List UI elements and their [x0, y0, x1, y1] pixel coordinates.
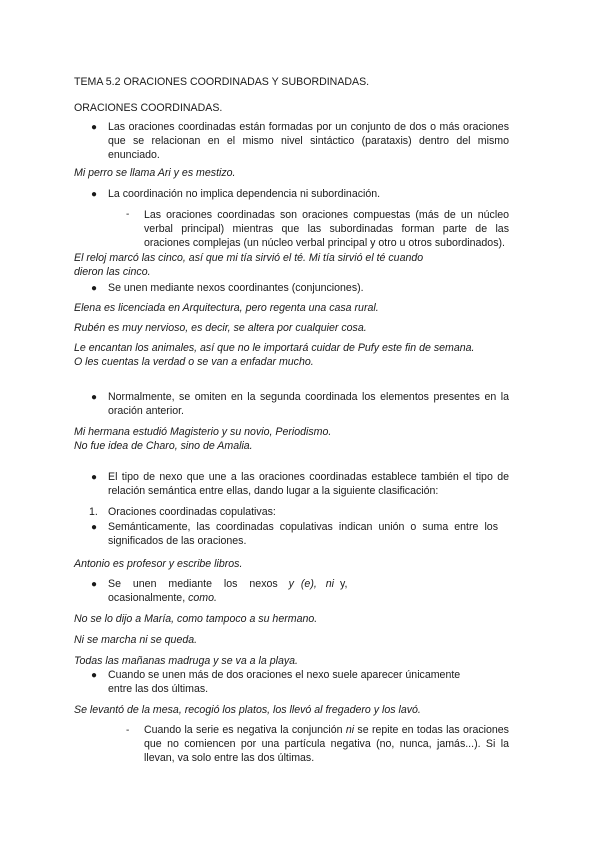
numbered-marker: 1.: [89, 506, 98, 518]
numbered-item-text: Oraciones coordinadas copulativas:: [108, 506, 276, 518]
bullet-icon: ●: [91, 472, 98, 483]
nexo: ni: [345, 724, 355, 736]
section-heading: ORACIONES COORDINADAS.: [74, 102, 223, 114]
example-sentence: Elena es licenciada en Arquitectura, pero regenta una casa rural.: [74, 302, 379, 314]
example-sentence: Ni se marcha ni se queda.: [74, 634, 198, 646]
bullet-icon: ●: [91, 392, 98, 403]
dash-paragraph: [144, 723, 509, 766]
bullet-icon: ●: [91, 122, 98, 133]
document-title: TEMA 5.2 ORACIONES COORDINADAS Y SUBORDINADAS.: [74, 76, 370, 88]
nexo: como.: [188, 592, 217, 604]
bullet-paragraph: Las oraciones coordinadas están formadas por un conjunto de dos o más oraciones que se relacionan en el mismo nivel sintáctico (parataxis) dentro del mismo enunciado.: [108, 121, 509, 162]
bullet-paragraph-line: Cuando se unen más de dos oraciones el nexo suele aparecer únicamente: [108, 669, 461, 681]
bullet-icon: ●: [91, 189, 98, 200]
example-sentence: Se levantó de la mesa, recogió los platos, los llevó al fregadero y los lavó.: [74, 704, 421, 716]
bullet-paragraph-line: entre las dos últimas.: [108, 683, 209, 695]
bullet-paragraph: Se unen mediante nexos coordinantes (conjunciones).: [108, 282, 364, 294]
example-sentence: Le encantan los animales, así que no le importará cuidar de Pufy este fin de semana.: [74, 342, 475, 354]
example-sentence: Rubén es muy nervioso, es decir, se altera por cualquier cosa.: [74, 322, 367, 334]
bullet-icon: ●: [91, 283, 98, 294]
bullet-text: ocasionalmente,: [108, 592, 186, 604]
bullet-icon: ●: [91, 670, 98, 681]
bullet-paragraph: Semánticamente, las coordinadas copulativas indican unión o suma entre los significados de las oraciones.: [108, 521, 498, 548]
example-sentence: dieron las cinco.: [74, 266, 151, 278]
dash-text: se repite en todas las oraciones que no comiencen por una partícula negativa (no, nunca, jamás...). Si la llevan, va solo entre las dos últimas.: [144, 724, 509, 765]
example-sentence: O les cuentas la verdad o se van a enfadar mucho.: [74, 356, 314, 368]
dash-marker: -: [126, 725, 130, 736]
example-sentence: Antonio es profesor y escribe libros.: [74, 558, 243, 570]
nexo: y (e),: [288, 578, 317, 590]
bullet-icon: ●: [91, 522, 98, 533]
bullet-paragraph: El tipo de nexo que une a las oraciones coordinadas establece también el tipo de relación semántica entre ellas, dando lugar a la siguiente clasificación:: [108, 471, 509, 498]
dash-paragraph: Las oraciones coordinadas son oraciones compuestas (más de un núcleo verbal principal) mientras que las subordinadas forman parte de las oraciones complejas (un núcleo verbal principal y otro u otros subordinados).: [144, 209, 509, 250]
example-sentence: Mi perro se llama Ari y es mestizo.: [74, 167, 236, 179]
example-sentence: Mi hermana estudió Magisterio y su novio, Periodismo.: [74, 426, 332, 438]
nexo: ni: [325, 578, 334, 590]
bullet-text: Se unen mediante los nexos: [108, 578, 278, 590]
bullet-icon: ●: [91, 579, 98, 590]
example-sentence: El reloj marcó las cinco, así que mi tía sirvió el té. Mi tía sirvió el té cuando: [74, 252, 424, 264]
bullet-paragraph-line: [108, 577, 347, 591]
bullet-paragraph: La coordinación no implica dependencia ni subordinación.: [108, 188, 381, 200]
dash-marker: -: [126, 209, 130, 220]
example-sentence: No se lo dijo a María, como tampoco a su hermano.: [74, 613, 318, 625]
bullet-paragraph: Normalmente, se omiten en la segunda coordinada los elementos presentes en la oración anterior.: [108, 391, 509, 418]
dash-text: Cuando la serie es negativa la conjunción: [144, 724, 343, 736]
example-sentence: No fue idea de Charo, sino de Amalia.: [74, 440, 253, 452]
bullet-paragraph-line: [108, 591, 217, 605]
example-sentence: Todas las mañanas madruga y se va a la playa.: [74, 655, 298, 667]
nexo: y,: [339, 578, 348, 590]
